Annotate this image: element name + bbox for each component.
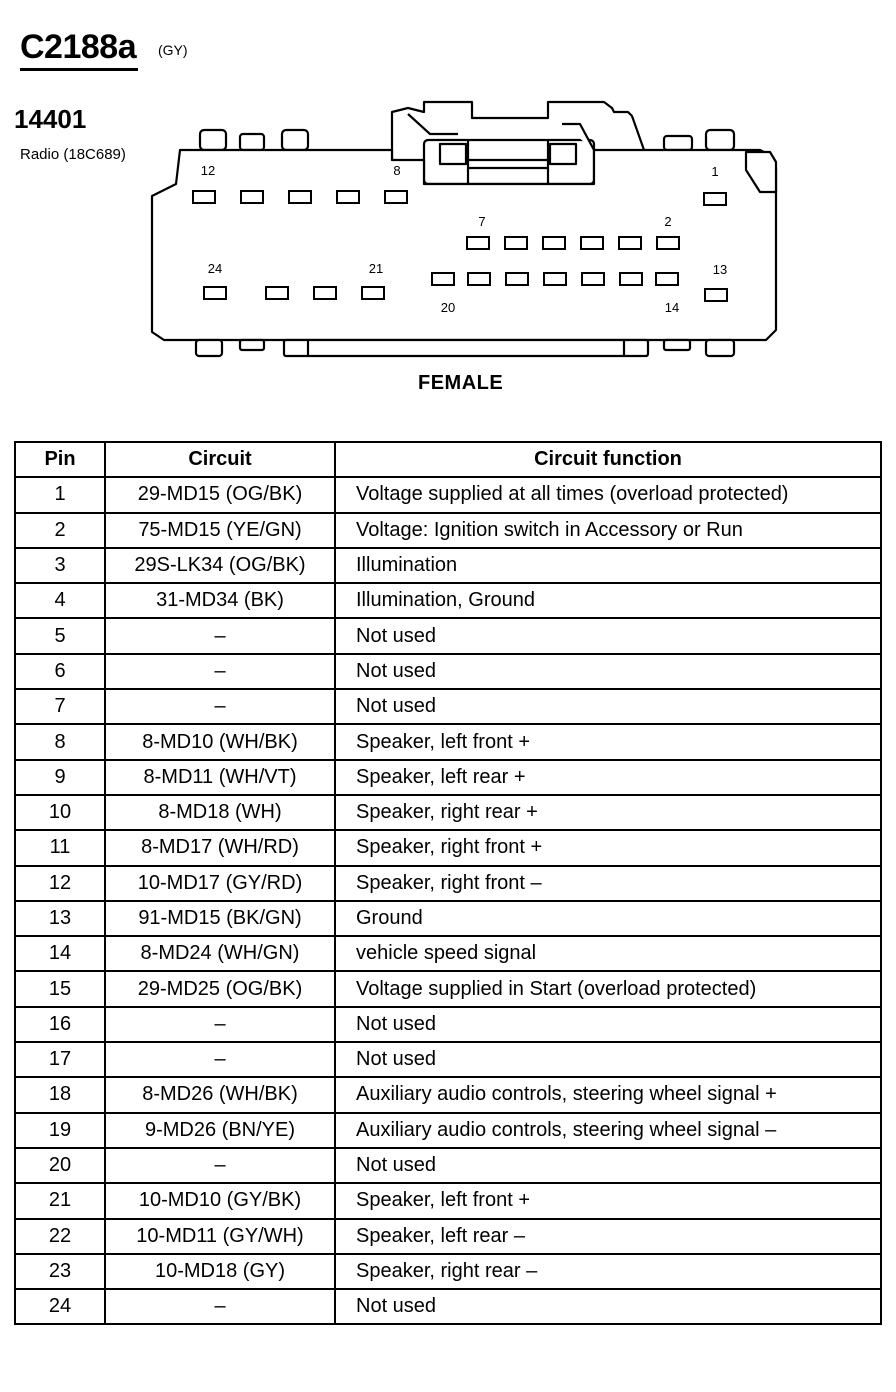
pin-cell: 6 (15, 654, 105, 689)
pin-cavity (266, 287, 288, 299)
header-function: Circuit function (335, 442, 881, 477)
pin-cavity (619, 237, 641, 249)
function-cell: Not used (335, 1148, 881, 1183)
connector-id: C2188a (20, 28, 137, 66)
part-description: Radio (18C689) (20, 146, 126, 163)
pin-cavity (657, 237, 679, 249)
pin-cell: 3 (15, 548, 105, 583)
latch-tab (240, 134, 264, 150)
table-row (15, 795, 881, 830)
function-cell: Voltage supplied at all times (overload protected) (335, 477, 881, 512)
table-row (15, 583, 881, 618)
view-label: FEMALE (418, 372, 504, 394)
pin-cavity (505, 237, 527, 249)
latch-tab (664, 136, 692, 150)
function-cell: Not used (335, 689, 881, 724)
table-row (15, 971, 881, 1006)
circuit-cell: 10-MD17 (GY/RD) (105, 866, 335, 901)
pin-cavity (467, 237, 489, 249)
circuit-cell: 8-MD26 (WH/BK) (105, 1077, 335, 1112)
pin-cell: 23 (15, 1254, 105, 1289)
circuit-cell: 29S-LK34 (OG/BK) (105, 548, 335, 583)
pin-cell: 19 (15, 1113, 105, 1148)
circuit-cell: – (105, 1042, 335, 1077)
pin-label: 13 (712, 262, 728, 277)
function-cell: Auxiliary audio controls, steering wheel signal – (335, 1113, 881, 1148)
table-row (15, 1007, 881, 1042)
circuit-cell: – (105, 1289, 335, 1324)
function-cell: Speaker, right rear + (335, 795, 881, 830)
pin-cavity (543, 237, 565, 249)
circuit-cell: 29-MD25 (OG/BK) (105, 971, 335, 1006)
pin-cell: 13 (15, 901, 105, 936)
pin-label: 14 (664, 300, 680, 315)
header-circuit: Circuit (105, 442, 335, 477)
circuit-cell: 8-MD18 (WH) (105, 795, 335, 830)
pin-cell: 5 (15, 618, 105, 653)
function-cell: Not used (335, 1289, 881, 1324)
pin-cell: 20 (15, 1148, 105, 1183)
function-cell: Speaker, right front – (335, 866, 881, 901)
pin-cell: 9 (15, 760, 105, 795)
pin-label: 2 (664, 214, 672, 229)
function-cell: Not used (335, 654, 881, 689)
circuit-cell: – (105, 618, 335, 653)
pin-cell: 16 (15, 1007, 105, 1042)
pin-cell: 12 (15, 866, 105, 901)
pin-label: 24 (207, 261, 223, 276)
circuit-cell: 10-MD11 (GY/WH) (105, 1219, 335, 1254)
pin-cell: 2 (15, 513, 105, 548)
circuit-cell: – (105, 689, 335, 724)
pin-cavity (289, 191, 311, 203)
circuit-cell: 91-MD15 (BK/GN) (105, 901, 335, 936)
pin-label: 12 (200, 163, 216, 178)
circuit-cell: 75-MD15 (YE/GN) (105, 513, 335, 548)
pin-cell: 22 (15, 1219, 105, 1254)
pin-label: 21 (368, 261, 384, 276)
circuit-cell: 8-MD17 (WH/RD) (105, 830, 335, 865)
pin-cavity (193, 191, 215, 203)
function-cell: Speaker, left front + (335, 1183, 881, 1218)
function-cell: Voltage supplied in Start (overload protected) (335, 971, 881, 1006)
table-row (15, 548, 881, 583)
pin-cavity (656, 273, 678, 285)
pin-cavity (432, 273, 454, 285)
pin-cell: 21 (15, 1183, 105, 1218)
pin-cell: 8 (15, 724, 105, 759)
function-cell: Not used (335, 1007, 881, 1042)
header-pin: Pin (15, 442, 105, 477)
pin-cell: 1 (15, 477, 105, 512)
function-cell: Ground (335, 901, 881, 936)
table-row (15, 1042, 881, 1077)
function-cell: Speaker, left rear + (335, 760, 881, 795)
table-row (15, 477, 881, 512)
pinout-table (14, 441, 882, 1325)
table-row (15, 1148, 881, 1183)
pin-cell: 11 (15, 830, 105, 865)
function-cell: Voltage: Ignition switch in Accessory or Run (335, 513, 881, 548)
table-row (15, 513, 881, 548)
table-row (15, 936, 881, 971)
circuit-cell: 10-MD10 (GY/BK) (105, 1183, 335, 1218)
pin-cavity (204, 287, 226, 299)
function-cell: Speaker, right rear – (335, 1254, 881, 1289)
function-cell: Auxiliary audio controls, steering wheel signal + (335, 1077, 881, 1112)
pin-cell: 7 (15, 689, 105, 724)
pin-cavity (620, 273, 642, 285)
table-row (15, 618, 881, 653)
pin-cell: 17 (15, 1042, 105, 1077)
table-row (15, 1289, 881, 1324)
part-number: 14401 (14, 104, 87, 134)
function-cell: Illumination (335, 548, 881, 583)
latch-tab (282, 130, 308, 150)
pin-cell: 4 (15, 583, 105, 618)
pin-cavity (241, 191, 263, 203)
circuit-cell: 8-MD10 (WH/BK) (105, 724, 335, 759)
function-cell: Speaker, left rear – (335, 1219, 881, 1254)
function-cell: Illumination, Ground (335, 583, 881, 618)
table-row (15, 1113, 881, 1148)
table-row (15, 1077, 881, 1112)
pin-cavity (544, 273, 566, 285)
pin-label: 20 (440, 300, 456, 315)
table-row (15, 724, 881, 759)
function-cell: Speaker, left front + (335, 724, 881, 759)
foot (664, 340, 690, 350)
function-cell: vehicle speed signal (335, 936, 881, 971)
circuit-cell: 10-MD18 (GY) (105, 1254, 335, 1289)
table-row (15, 1219, 881, 1254)
pin-cell: 10 (15, 795, 105, 830)
connector-face-diagram (140, 92, 790, 364)
circuit-cell: 31-MD34 (BK) (105, 583, 335, 618)
pin-cavity (704, 193, 726, 205)
function-cell: Not used (335, 618, 881, 653)
pin-cavity (506, 273, 528, 285)
pin-label: 1 (711, 164, 719, 179)
function-cell: Speaker, right front + (335, 830, 881, 865)
pin-cavity (705, 289, 727, 301)
table-row (15, 1183, 881, 1218)
circuit-cell: 29-MD15 (OG/BK) (105, 477, 335, 512)
pin-cavity (582, 273, 604, 285)
pin-cavity (362, 287, 384, 299)
table-row (15, 654, 881, 689)
circuit-cell: 9-MD26 (BN/YE) (105, 1113, 335, 1148)
circuit-cell: – (105, 1148, 335, 1183)
pin-label: 8 (393, 163, 401, 178)
table-row (15, 901, 881, 936)
pin-cavity (337, 191, 359, 203)
table-row (15, 1254, 881, 1289)
table-row (15, 760, 881, 795)
foot (240, 340, 264, 350)
pin-cavity (385, 191, 407, 203)
pin-cavity (468, 273, 490, 285)
pin-cell: 14 (15, 936, 105, 971)
circuit-cell: 8-MD24 (WH/GN) (105, 936, 335, 971)
circuit-cell: 8-MD11 (WH/VT) (105, 760, 335, 795)
connector-id-underline (20, 68, 138, 71)
circuit-cell: – (105, 654, 335, 689)
function-cell: Not used (335, 1042, 881, 1077)
connector-color-code: (GY) (158, 42, 188, 58)
latch-tab (200, 130, 226, 150)
pin-cell: 15 (15, 971, 105, 1006)
pin-label: 7 (478, 214, 486, 229)
pin-cell: 24 (15, 1289, 105, 1324)
table-row (15, 830, 881, 865)
foot (196, 340, 222, 356)
circuit-cell: – (105, 1007, 335, 1042)
table-row (15, 689, 881, 724)
pin-cavity (314, 287, 336, 299)
foot (706, 340, 734, 356)
table-row (15, 866, 881, 901)
latch-tab (706, 130, 734, 150)
pin-cavity (581, 237, 603, 249)
foot (284, 340, 648, 356)
table-header-row (15, 442, 881, 477)
pin-cell: 18 (15, 1077, 105, 1112)
